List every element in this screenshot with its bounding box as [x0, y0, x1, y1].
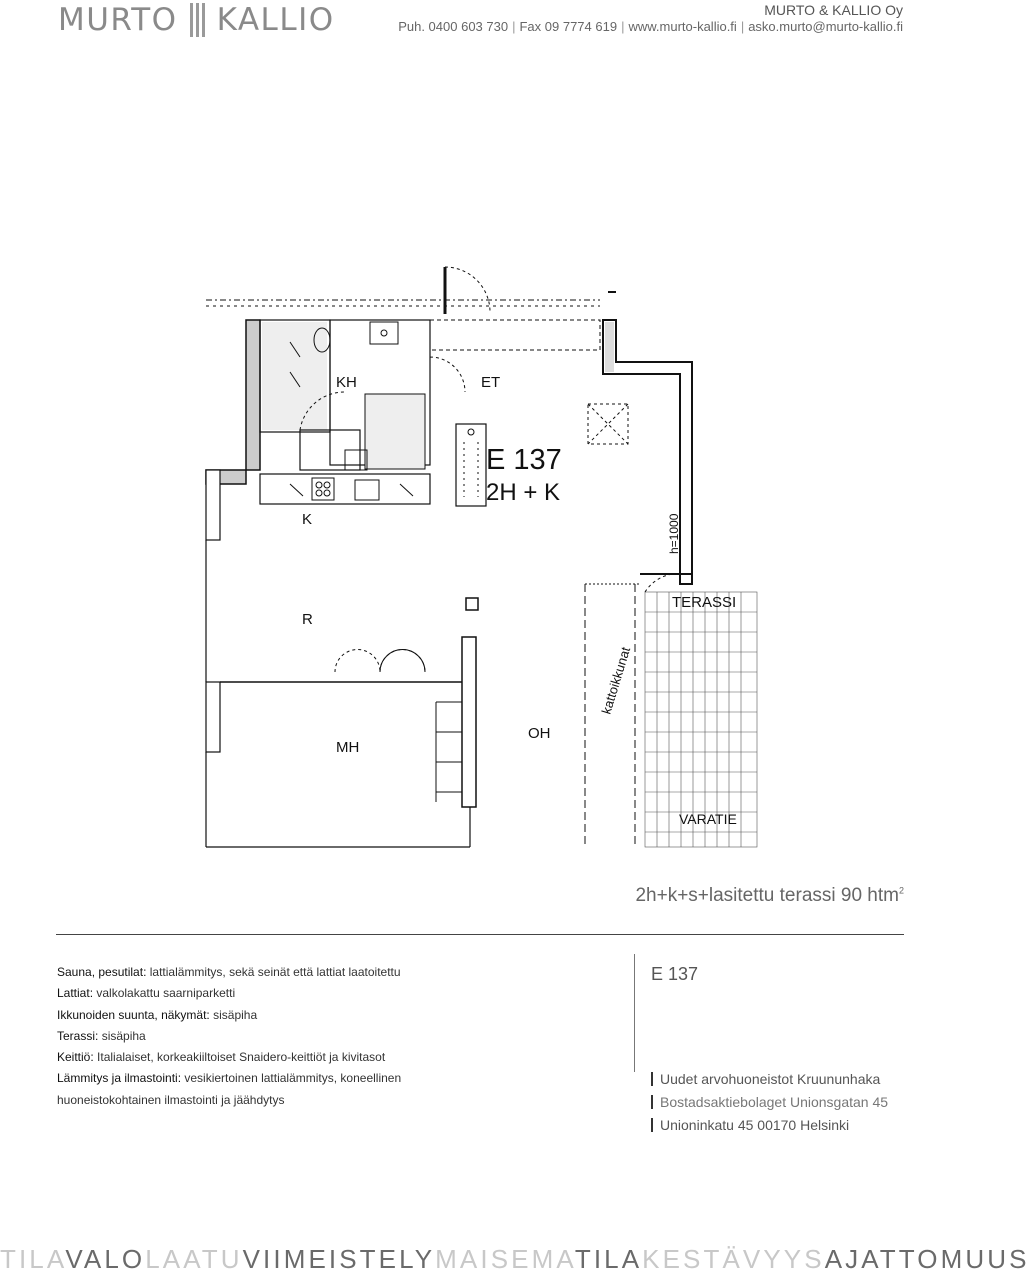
room-label-r: R: [302, 611, 313, 628]
logo-bars-icon: [190, 3, 205, 37]
room-label-et: ET: [481, 374, 501, 391]
footer-word: LAATU: [145, 1244, 243, 1274]
footer-word: VIIMEISTELY: [242, 1244, 436, 1274]
room-label-k: K: [302, 511, 313, 528]
footer-word: TILA: [574, 1244, 643, 1274]
website-link[interactable]: www.murto-kallio.fi: [628, 19, 737, 34]
company-name-swedish: Bostadsaktiebolaget Unionsgatan 45: [651, 1094, 888, 1110]
spec-row: Keittiö: Italialaiset, korkeakiiltoiset Snaidero-keittiöt ja kivitasot: [57, 1050, 386, 1065]
spec-row: Ikkunoiden suunta, näkymät: sisäpiha: [57, 1007, 258, 1022]
room-label-kh: KH: [336, 374, 357, 391]
footer-word: VALO: [65, 1244, 146, 1274]
divider: [56, 934, 904, 935]
footer-word: AJATTOMUUS: [824, 1244, 1030, 1274]
footer-word: KESTÄVYYS: [642, 1244, 825, 1274]
spec-row: huoneistokohtainen ilmastointi ja jäähdytys: [57, 1092, 285, 1107]
spec-row: Terassi: sisäpiha: [57, 1028, 146, 1043]
spec-row: Lämmitys ja ilmastointi: vesikiertoinen lattialämmitys, koneellinen: [57, 1071, 402, 1086]
height-label: h=1000: [667, 513, 681, 554]
storage-label: VARATIE: [679, 811, 737, 827]
unit-type-label: 2H + K: [486, 479, 561, 506]
street-address: Unioninkatu 45 00170 Helsinki: [651, 1117, 849, 1133]
room-label-oh: OH: [528, 725, 551, 742]
logo-text-right: KALLIO: [216, 2, 335, 38]
floor-plan: [200, 262, 770, 852]
contact-line: Puh. 0400 603 730 | Fax 09 7774 619 | www.murto-kallio.fi | asko.murto@murto-kallio.fi: [398, 19, 903, 34]
email-link[interactable]: asko.murto@murto-kallio.fi: [748, 19, 903, 34]
area-summary: 2h+k+s+lasitettu terassi 90 htm$^2$: [635, 885, 904, 906]
spec-row: Sauna, pesutilat: lattialämmitys, sekä seinät että lattiat laatoitettu: [57, 965, 401, 979]
unit-code: E 137: [651, 964, 699, 984]
unit-label: E 137: [486, 444, 562, 476]
terrace-label: TERASSI: [672, 594, 737, 611]
project-name: Uudet arvohuoneistot Kruununhaka: [651, 1071, 880, 1087]
footer-tagline: [0, 1244, 1030, 1274]
spec-list: [57, 962, 617, 1111]
footer-word: TILA: [0, 1244, 66, 1274]
fax: Fax 09 7774 619: [519, 19, 618, 34]
spec-row: Lattiat: valkolakattu saarniparketti: [57, 986, 236, 1001]
skylight-label: kattoikkunat: [598, 645, 634, 716]
logo-text-left: MURTO: [58, 2, 178, 38]
info-divider: [634, 954, 635, 1072]
footer-word: MAISEMA: [435, 1244, 575, 1274]
brand-logo: [58, 2, 335, 38]
phone: Puh. 0400 603 730: [398, 19, 509, 34]
company-name: MURTO & KALLIO Oy: [764, 2, 903, 18]
room-label-mh: MH: [336, 739, 360, 756]
